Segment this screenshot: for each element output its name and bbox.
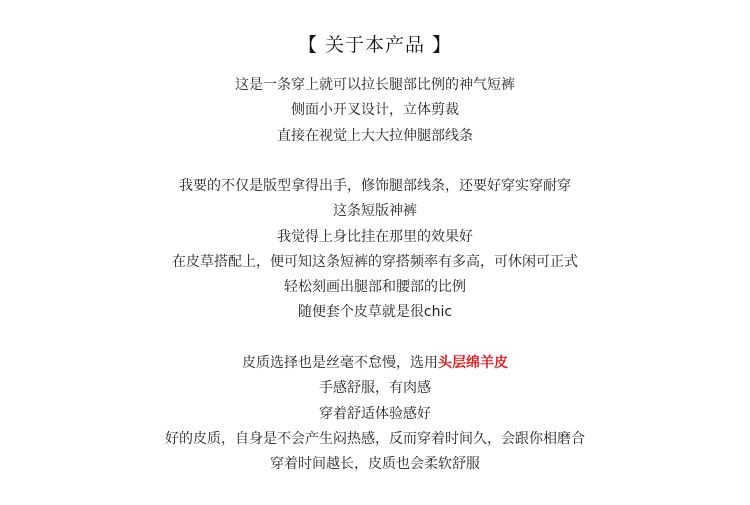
text-line: 在皮草搭配上，便可知这条短裤的穿搭频率有多高，可休闲可正式 [172, 253, 578, 270]
text-line: 侧面小开叉设计，立体剪裁 [291, 102, 459, 119]
text-line: 我觉得上身比挂在那里的效果好 [277, 228, 473, 245]
material-highlight: 头层绵羊皮 [438, 355, 508, 371]
text-line: 手感舒服，有肉感 [319, 380, 431, 397]
intro-paragraph [0, 73, 750, 149]
text-line: 好的皮质，自身是不会产生闷热感，反而穿着时间久，会跟你相磨合 [165, 430, 585, 447]
text-line: 穿着时间越长，皮质也会柔软舒服 [270, 456, 480, 473]
material-paragraph [0, 351, 750, 477]
text-line: 我要的不仅是版型拿得出手，修饰腿部线条，还要好穿实穿耐穿 [179, 178, 571, 194]
styling-paragraph [0, 174, 750, 326]
material-intro-text: 皮质选择也是丝毫不怠慢，选用 [242, 355, 438, 371]
text-line: 这是一条穿上就可以拉长腿部比例的神气短裤 [235, 77, 515, 93]
text-line: 随便套个皮草就是很chic [297, 304, 453, 321]
text-line: 这条短版神裤 [333, 203, 417, 220]
text-line: 直接在视觉上大大拉伸腿部线条 [277, 127, 473, 144]
material-intro-line [0, 351, 750, 376]
text-line: 轻松刻画出腿部和腰部的比例 [284, 279, 466, 296]
section-title: 【 关于本产品 】 [297, 34, 453, 56]
text-line: 穿着舒适体验感好 [319, 405, 431, 422]
